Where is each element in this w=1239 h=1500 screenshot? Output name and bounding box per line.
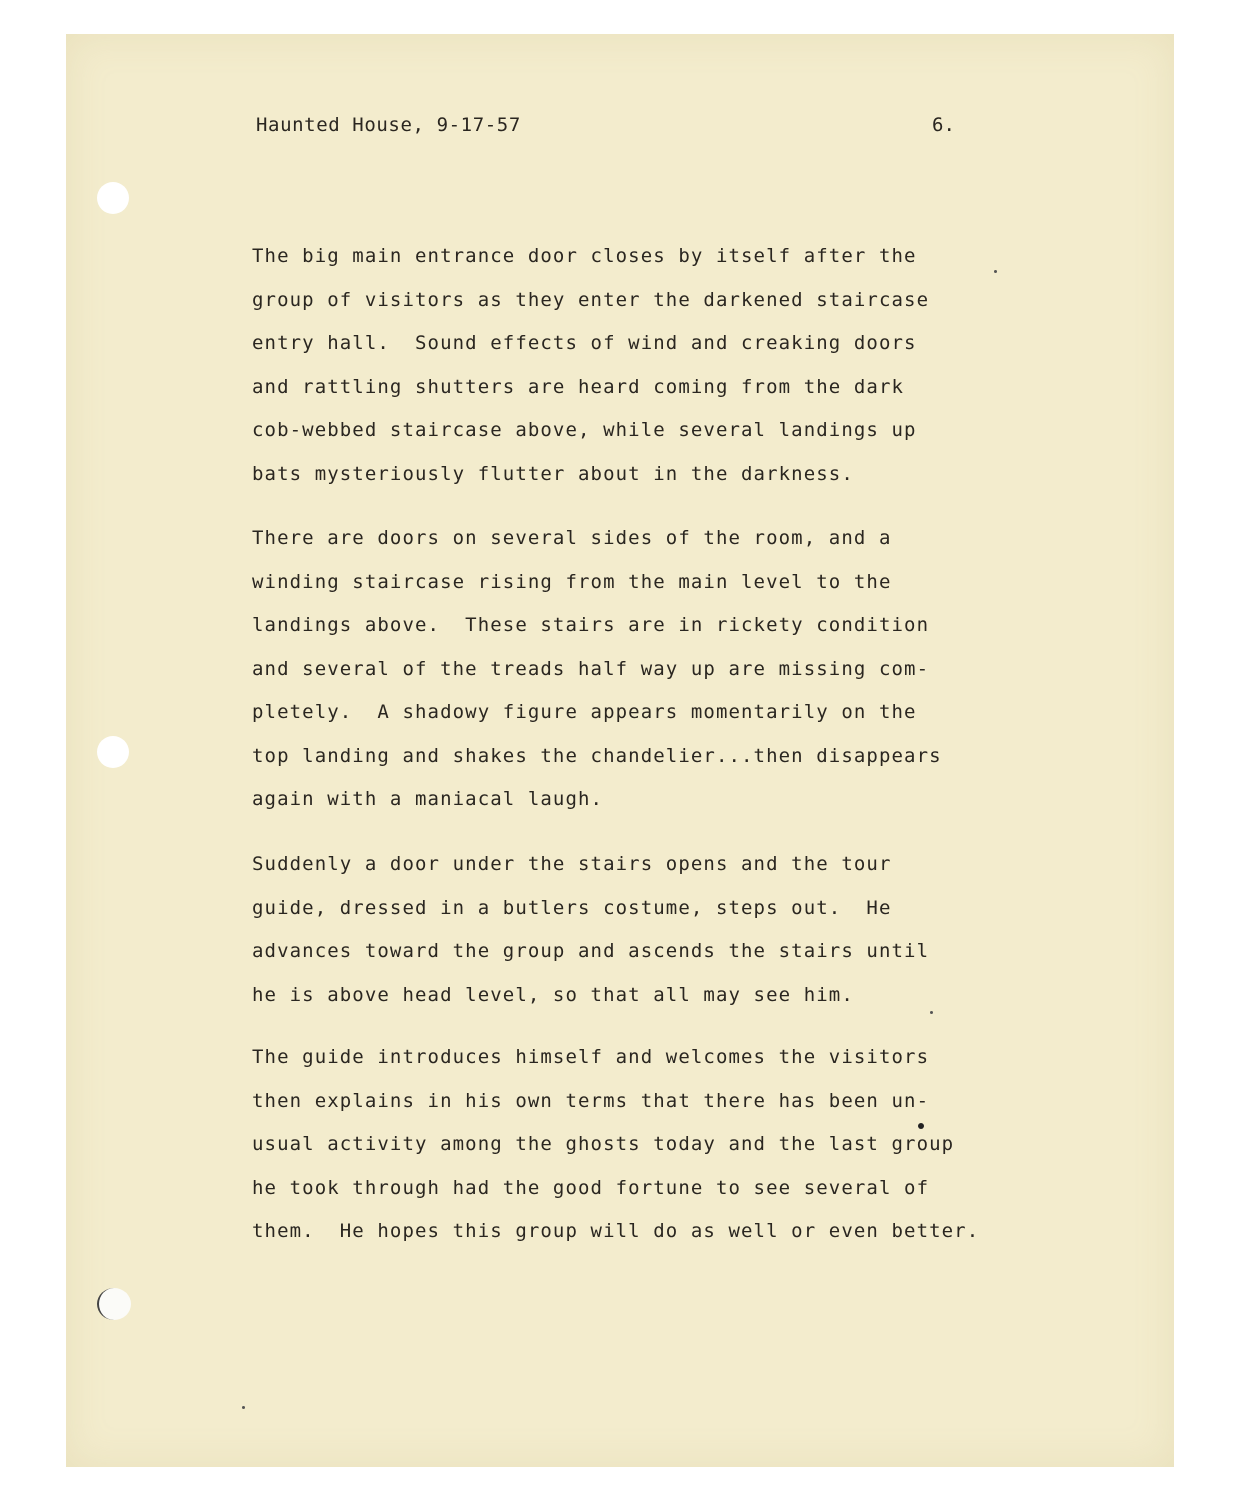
text-line: usual activity among the ghosts today and the last group [252,1133,955,1155]
page-header-title: Haunted House, 9-17-57 [256,114,521,136]
paper-speck [930,1011,933,1014]
text-line: pletely. A shadowy figure appears momentarily on the [252,701,917,723]
text-line: he took through had the good fortune to see several of [252,1176,930,1199]
text-line: The guide introduces himself and welcomes the visitors [252,1046,930,1068]
text-line: and several of the treads half way up are missing com- [252,657,930,680]
text-line: again with a maniacal laugh. [252,788,604,810]
text-line: bats mysteriously flutter about in the darkness. [252,462,854,485]
text-line: guide, dressed in a butlers costume, steps out. He [252,896,892,919]
text-line: Suddenly a door under the stairs opens and the tour [252,853,892,875]
text-line: winding staircase rising from the main level to the [252,570,892,593]
text-line: landings above. These stairs are in rickety condition [252,614,930,636]
text-line: The big main entrance door closes by itself after the [252,245,917,267]
text-line: group of visitors as they enter the darkened staircase [252,288,930,311]
paragraph-1 [252,235,929,496]
text-line: them. He hopes this group will do as well or even better. [252,1220,980,1242]
text-line: There are doors on several sides of the room, and a [252,527,892,549]
paragraph-2 [252,517,942,822]
text-line: then explains in his own terms that there has been un- [252,1089,930,1112]
paper-speck [242,1406,245,1409]
ink-dot-mark [918,1123,924,1129]
text-line: top landing and shakes the chandelier...then disappears [252,744,942,767]
binder-hole-top [97,182,129,214]
text-line: cob-webbed staircase above, while several landings up [252,419,917,441]
typed-page [66,34,1174,1467]
binder-hole-middle [97,736,129,768]
binder-hole-bottom [97,1288,131,1320]
text-line: and rattling shutters are heard coming from the dark [252,375,905,398]
paragraph-4 [252,1036,979,1254]
paper-speck [994,270,997,273]
text-line: he is above head level, so that all may see him. [252,983,854,1006]
page-number: 6. [932,114,955,136]
paragraph-3 [252,843,929,1017]
text-line: advances toward the group and ascends the stairs until [252,940,930,962]
text-line: entry hall. Sound effects of wind and creaking doors [252,332,917,354]
